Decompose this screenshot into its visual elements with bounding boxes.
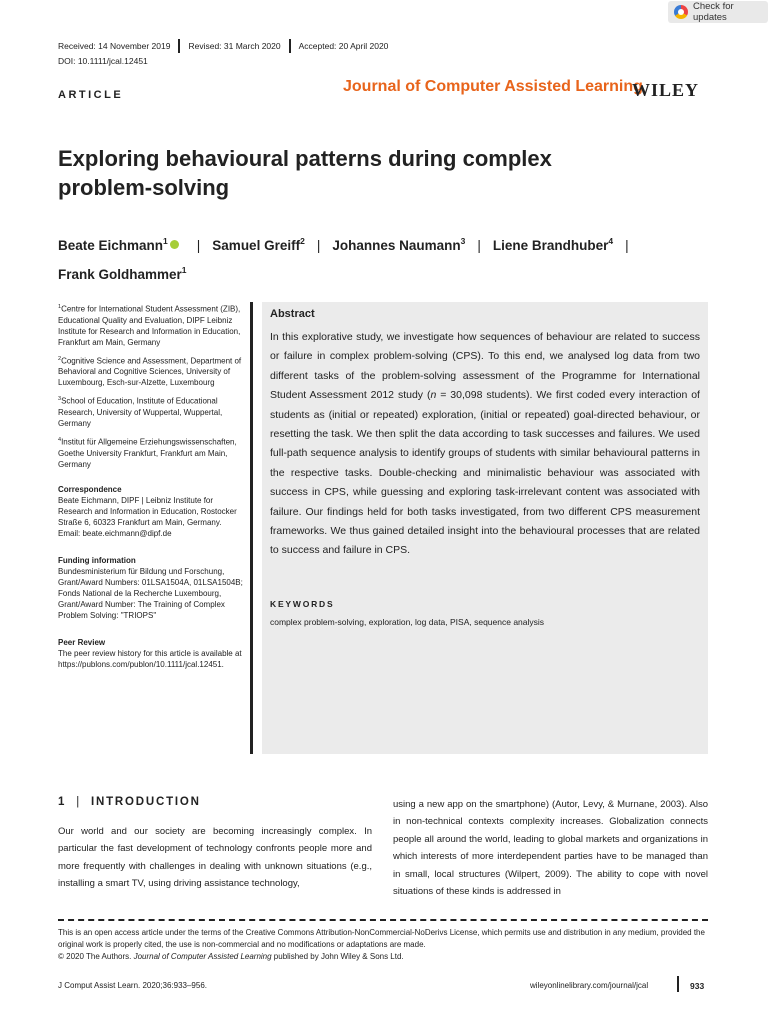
author-name: Liene Brandhuber$^4$ xyxy=(492,236,614,253)
keywords-label: KEYWORDS xyxy=(270,599,335,609)
journal-name: Journal of Computer Assisted Learning xyxy=(343,78,643,95)
check-for-updates-button[interactable] xyxy=(668,1,768,23)
received-date: Received: 14 November 2019 xyxy=(58,41,171,51)
author-name: Frank Goldhammer$^1$ xyxy=(58,265,187,282)
meta-divider xyxy=(178,39,180,53)
license-notice: This is an open access article under the terms of the Creative Commons Attribution-NonCommercial-NoDerivs License, which permits use and distribution in any medium, provided the original work is properly cited, the use is non-commercial and no modifications or adaptations are made. © 2020 The Authors. Journal of Computer Assisted Learning published by John Wiley & Sons Ltd. xyxy=(58,928,705,961)
column-divider xyxy=(250,302,253,754)
abstract-box xyxy=(262,302,708,754)
article-info-sidebar xyxy=(58,302,248,670)
affiliation: $^2$Cognitive Science and Assessment, Department of Behavioral and Cognitive Sciences, University of Luxembourg, Esch-sur-Alzette, Luxembourg xyxy=(58,355,242,388)
affiliation: $^4$Institut für Allgemeine Erziehungswissenschaften, Goethe University Frankfurt, Frankfurt am Main, Germany xyxy=(58,436,237,469)
license-divider xyxy=(58,919,708,921)
footer-divider xyxy=(677,976,679,992)
article-dates xyxy=(58,39,388,53)
doi[interactable]: DOI: 10.1111/jcal.12451 xyxy=(58,56,148,66)
author-list: Beate Eichmann$^1$ | Samuel Greiff$^2$ | Johannes Naumann$^3$ | Liene Brandhuber$^4$ | Frank Goldhammer$^1$ xyxy=(58,236,629,282)
funding-text: Bundesministerium für Bildung und Forschung, Grant/Award Numbers: 01LSA1504A, 01LSA1504B; Fonds National de la Recherche Luxembourg, Grant/Award Number: The Training of Complex Problem Solving: "TRIOPS" xyxy=(58,566,243,620)
correspondence-heading: Correspondence xyxy=(58,484,122,494)
abstract-text: In this explorative study, we investigate how sequences of behaviour are related to success or failure in complex problem-solving (CPS). To this end, we analysed log data from two different tasks of the problem-solving assessment of the Programme for International Student Assessment 2012 study (n = 30,098 students). We first coded every interaction of students as (initial or repeated) exploration, (initial or repeated) goal-directed behaviour, or resetting the task. We then split the data according to task successes and failures. We used full-path sequence analysis to identify groups of students with similar behavioural patterns in the respective tasks. Double-checking and minimalistic behaviour was associated with success in CPS, while guessing and exploring task-irrelevant content was associated with failure. Our findings held for both tasks investigated, from two different CPS measurement frameworks. We thus gained detailed insight into the behavioural processes that are related to success and failure in CPS. xyxy=(270,331,700,557)
article-title: Exploring behavioural patterns during complex problem-solving xyxy=(58,146,552,200)
funding-heading: Funding information xyxy=(58,555,136,565)
peer-review-text[interactable]: The peer review history for this article is available at https://publons.com/publon/10.1111/jcal.12451. xyxy=(58,648,242,669)
abstract-heading: Abstract xyxy=(270,308,315,320)
peer-review-heading: Peer Review xyxy=(58,637,106,647)
author-name: Beate Eichmann$^1$ xyxy=(58,236,168,253)
orcid-icon[interactable] xyxy=(170,240,179,249)
publisher-logo: WILEY xyxy=(632,80,700,100)
article-type-label: ARTICLE xyxy=(58,89,124,101)
meta-divider xyxy=(289,39,291,53)
affiliation: $^1$Centre for International Student Assessment (ZIB), Educational Quality and Evaluation, DIPF Leibniz Institute for Research and Information in Education, Frankfurt am Main, Germany xyxy=(58,304,241,347)
correspondence-email[interactable]: Email: beate.eichmann@dipf.de xyxy=(58,528,172,538)
journal-url[interactable]: wileyonlinelibrary.com/journal/jcal xyxy=(530,981,649,990)
author-name: Samuel Greiff$^2$ xyxy=(212,236,305,253)
body-text-left-column: Our world and our society are becoming increasingly complex. In particular the fast development of technology confronts people more and more frequently with challenges in dealing with unknown situations (e.g., installing a smart TV, using driving assistance technology, xyxy=(58,826,372,890)
correspondence-text: Beate Eichmann, DIPF | Leibniz Institute for Research and Information in Education, Rostocker Straße 6, 60323 Frankfurt am Main, Germany. xyxy=(58,495,237,527)
accepted-date: Accepted: 20 April 2020 xyxy=(298,41,389,51)
section-heading-introduction: 1 | INTRODUCTION xyxy=(58,796,201,808)
check-for-updates-label: Check for updates xyxy=(693,1,734,23)
author-name: Johannes Naumann$^3$ xyxy=(332,236,466,253)
affiliation: $^3$School of Education, Institute of Educational Research, University of Wuppertal, Wuppertal, Germany xyxy=(58,396,223,428)
revised-date: Revised: 31 March 2020 xyxy=(188,41,281,51)
crossmark-icon xyxy=(674,5,688,19)
keywords-text: complex problem-solving, exploration, log data, PISA, sequence analysis xyxy=(270,617,545,627)
body-text-right-column: using a new app on the smartphone) (Autor, Levy, & Murnane, 2003). Also in non-technical contexts complexity increases. Globalization connects people all around the world, leading to global markets and organizations in which interests of more interdependent parties have to be managed than in small, local structures (Wilpert, 2009). The ability to cope with novel situations of these kinds is addressed in xyxy=(393,799,708,898)
citation: J Comput Assist Learn. 2020;36:933–956. xyxy=(58,981,207,990)
page-number: 933 xyxy=(690,981,705,991)
